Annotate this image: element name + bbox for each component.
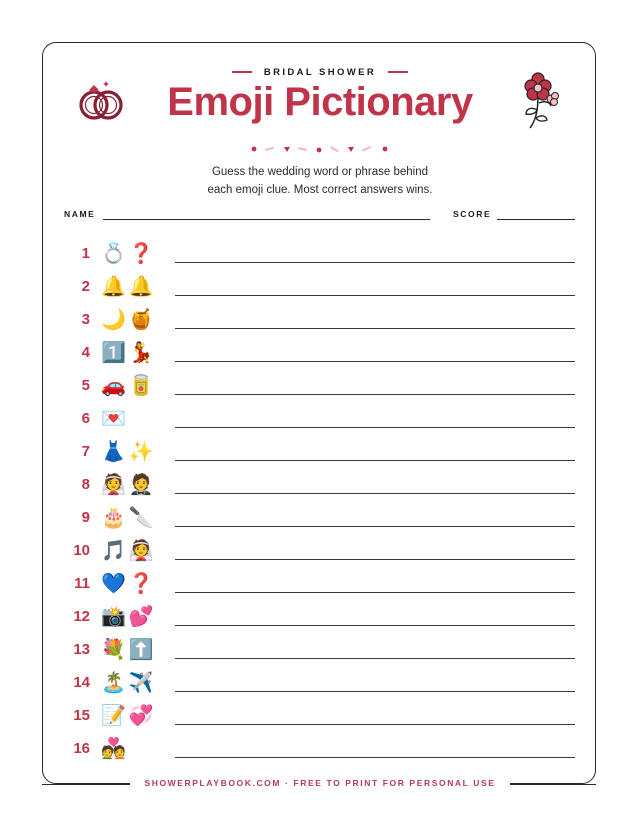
clue-number: 11 — [74, 575, 90, 592]
answer-line[interactable] — [175, 658, 575, 659]
answer-line[interactable] — [175, 328, 575, 329]
emoji-clue: 👗✨ — [101, 439, 157, 463]
emoji-clue: 💌 — [101, 406, 129, 430]
clue-row — [0, 734, 640, 767]
clue-number: 16 — [73, 740, 90, 757]
clue-number: 12 — [73, 608, 90, 625]
instructions — [0, 163, 640, 199]
clue-row — [0, 602, 640, 635]
clue-number: 7 — [81, 443, 90, 460]
clue-number: 9 — [81, 509, 90, 526]
clue-row — [0, 536, 640, 569]
clue-number: 3 — [81, 311, 90, 328]
clue-number: 15 — [73, 707, 90, 724]
emoji-clue: 📝💞 — [101, 703, 157, 727]
name-label: NAME — [64, 209, 96, 219]
clue-row — [0, 635, 640, 668]
clue-row — [0, 701, 640, 734]
answer-line[interactable] — [175, 691, 575, 692]
clue-number: 1 — [81, 245, 90, 262]
answer-line[interactable] — [175, 394, 575, 395]
score-field[interactable] — [497, 219, 575, 220]
clue-number: 10 — [73, 542, 90, 559]
emoji-clue: 💙❓ — [101, 571, 157, 595]
clue-row — [0, 404, 640, 437]
clue-number: 8 — [81, 476, 90, 493]
clue-row — [0, 338, 640, 371]
footer-text: SHOWERPLAYBOOK.COM · FREE TO PRINT FOR PERSONAL USE — [130, 778, 509, 788]
emoji-clue: 1️⃣💃 — [101, 340, 157, 364]
answer-line[interactable] — [175, 526, 575, 527]
answer-line[interactable] — [175, 724, 575, 725]
eyebrow — [0, 67, 640, 78]
instructions-line-2: each emoji clue. Most correct answers wins. — [207, 184, 433, 196]
emoji-clue: 🎂🔪 — [101, 505, 157, 529]
answer-line[interactable] — [175, 361, 575, 362]
clue-row — [0, 668, 640, 701]
answer-line[interactable] — [175, 559, 575, 560]
clue-number: 13 — [73, 641, 90, 658]
answer-line[interactable] — [175, 493, 575, 494]
clue-row — [0, 470, 640, 503]
score-label: SCORE — [453, 209, 492, 219]
answer-line[interactable] — [175, 295, 575, 296]
emoji-clue: 🎵👰 — [101, 538, 157, 562]
instructions-line-1: Guess the wedding word or phrase behind — [211, 166, 429, 178]
name-field[interactable] — [103, 219, 430, 220]
clue-number: 14 — [73, 674, 90, 691]
confetti-divider — [240, 140, 400, 160]
clue-number: 4 — [81, 344, 90, 361]
clue-row — [0, 305, 640, 338]
clue-row — [0, 569, 640, 602]
emoji-clue: 📸💕 — [101, 604, 157, 628]
clue-row — [0, 437, 640, 470]
page-title: Emoji Pictionary — [167, 80, 473, 124]
clue-number: 2 — [81, 278, 90, 295]
clue-number: 6 — [81, 410, 90, 427]
emoji-clue: 🏝️✈️ — [101, 670, 157, 694]
clue-number: 5 — [81, 377, 90, 394]
emoji-clue: 💑 — [101, 736, 129, 760]
answer-line[interactable] — [175, 460, 575, 461]
clue-row — [0, 272, 640, 305]
clue-row — [0, 239, 640, 272]
emoji-clue: 💐⬆️ — [101, 637, 157, 661]
answer-line[interactable] — [175, 592, 575, 593]
answer-line[interactable] — [175, 625, 575, 626]
emoji-clue: 🚗🥫 — [101, 373, 157, 397]
emoji-clue: 👰🤵 — [101, 472, 157, 496]
footer — [0, 778, 640, 788]
emoji-clue: 🔔🔔 — [101, 274, 157, 298]
emoji-clue: 🌙🍯 — [101, 307, 157, 331]
emoji-clue: 💍❓ — [101, 241, 157, 265]
answer-line[interactable] — [175, 757, 575, 758]
eyebrow-text: BRIDAL SHOWER — [263, 67, 377, 78]
answer-line[interactable] — [175, 262, 575, 263]
clue-row — [0, 503, 640, 536]
clue-row — [0, 371, 640, 404]
answer-line[interactable] — [175, 427, 575, 428]
